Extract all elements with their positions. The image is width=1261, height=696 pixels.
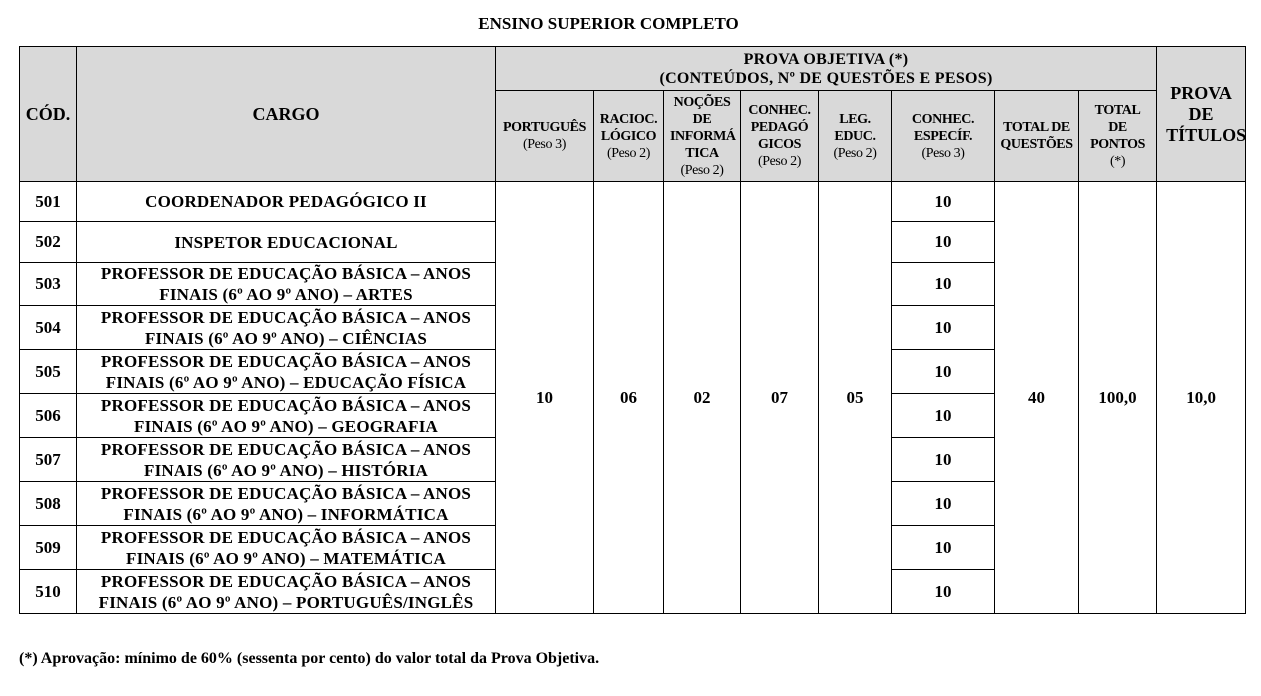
cargo-cell: COORDENADOR PEDAGÓGICO II: [77, 182, 496, 222]
header-legislacao-peso: (Peso 2): [833, 145, 877, 161]
header-portugues-label: PORTUGUÊS: [502, 120, 587, 135]
cod-cell: 501: [20, 182, 77, 222]
raciocinio-value: 06: [594, 182, 664, 614]
header-pedagogicos: [741, 91, 819, 182]
header-especificos-label: CONHEC. ESPECÍF.: [911, 111, 975, 144]
header-pedagogicos-label: CONHEC. PEDAGÓ GICOS: [748, 103, 811, 152]
cargo-line: PROFESSOR DE EDUCAÇÃO BÁSICA – ANOS: [100, 264, 472, 283]
header-total-pontos: [1079, 91, 1157, 182]
header-total-questoes-label: TOTAL DE QUESTÕES: [1000, 120, 1073, 152]
informatica-value: 02: [664, 182, 741, 614]
cod-cell: 509: [20, 526, 77, 570]
cargo-cell: INSPETOR EDUCACIONAL: [77, 222, 496, 263]
cod-cell: 506: [20, 394, 77, 438]
header-pedagogicos-peso: (Peso 2): [757, 154, 802, 169]
especificos-cell: 10: [892, 482, 995, 526]
especificos-cell: 10: [892, 182, 995, 222]
cod-cell: 508: [20, 482, 77, 526]
document-title: ENSINO SUPERIOR COMPLETO: [478, 14, 739, 33]
prova-titulos-value: 10,0: [1157, 182, 1246, 614]
exam-table: [19, 46, 1246, 614]
footnote: (*) Aprovação: mínimo de 60% (sessenta por cento) do valor total da Prova Objetiva.: [19, 650, 600, 667]
header-prova-titulos-label: PROVA DE TÍTULOS: [1166, 82, 1247, 145]
especificos-cell: 10: [892, 222, 995, 263]
cargo-line: PROFESSOR DE EDUCAÇÃO BÁSICA – ANOS: [100, 307, 472, 327]
especificos-cell: 10: [892, 306, 995, 350]
header-informatica-label: NOÇÕES DE INFORMÁ TICA: [670, 94, 736, 161]
cargo-line: FINAIS (6º AO 9º ANO) – ARTES: [159, 285, 413, 304]
cargo-line: PROFESSOR DE EDUCAÇÃO BÁSICA – ANOS: [100, 571, 472, 591]
cargo-line: FINAIS (6º AO 9º ANO) – CIÊNCIAS: [144, 328, 428, 348]
header-total-pontos-label: TOTAL DE PONTOS: [1090, 103, 1145, 152]
cod-cell: 507: [20, 438, 77, 482]
header-raciocinio-peso: (Peso 2): [606, 145, 651, 161]
header-total-questoes: [995, 91, 1079, 182]
cargo-line: PROFESSOR DE EDUCAÇÃO BÁSICA – ANOS: [100, 351, 472, 371]
cargo-line: FINAIS (6º AO 9º ANO) – PORTUGUÊS/INGLÊS: [98, 592, 474, 612]
header-informatica: [664, 91, 741, 182]
header-prova-titulos: [1157, 47, 1246, 182]
total-pontos-value: 100,0: [1079, 182, 1157, 614]
especificos-cell: 10: [892, 438, 995, 482]
cod-cell: 510: [20, 570, 77, 614]
cargo-line: PROFESSOR DE EDUCAÇÃO BÁSICA – ANOS: [100, 439, 472, 459]
cargo-line: FINAIS (6º AO 9º ANO) – HISTÓRIA: [144, 460, 428, 480]
cod-cell: 503: [20, 263, 77, 306]
header-legislacao: [819, 91, 892, 182]
header-raciocinio: [594, 91, 664, 182]
header-especificos-peso: (Peso 3): [921, 145, 965, 161]
header-prova-objetiva-subtitle: (CONTEÚDOS, Nº DE QUESTÕES E PESOS): [659, 69, 993, 87]
cargo-line: FINAIS (6º AO 9º ANO) – EDUCAÇÃO FÍSICA: [105, 372, 467, 392]
total-questoes-value: 40: [995, 182, 1079, 614]
header-especificos: [892, 91, 995, 182]
especificos-cell: 10: [892, 394, 995, 438]
cargo-cell: [77, 438, 496, 482]
cargo-line: PROFESSOR DE EDUCAÇÃO BÁSICA – ANOS: [100, 483, 472, 503]
header-prova-objetiva: [496, 47, 1157, 91]
cargo-cell: [77, 394, 496, 438]
header-total-pontos-note: (*): [1109, 154, 1126, 169]
header-portugues: [496, 91, 594, 182]
especificos-cell: 10: [892, 350, 995, 394]
header-legislacao-label: LEG. EDUC.: [834, 111, 876, 144]
cargo-line: FINAIS (6º AO 9º ANO) – MATEMÁTICA: [126, 548, 446, 568]
cargo-line: PROFESSOR DE EDUCAÇÃO BÁSICA – ANOS: [100, 395, 472, 415]
header-cod: CÓD.: [20, 47, 77, 182]
cargo-line: FINAIS (6º AO 9º ANO) – GEOGRAFIA: [133, 416, 438, 436]
header-informatica-peso: (Peso 2): [680, 162, 724, 178]
cargo-cell: [77, 350, 496, 394]
cod-cell: 505: [20, 350, 77, 394]
pedagogicos-value: 07: [741, 182, 819, 614]
cargo-cell: [77, 263, 496, 306]
cargo-cell: [77, 306, 496, 350]
especificos-cell: 10: [892, 263, 995, 306]
especificos-cell: 10: [892, 526, 995, 570]
legislacao-value: 05: [819, 182, 892, 614]
cargo-cell: [77, 526, 496, 570]
cargo-cell: [77, 570, 496, 614]
header-cargo: CARGO: [77, 47, 496, 182]
cargo-line: PROFESSOR DE EDUCAÇÃO BÁSICA – ANOS: [100, 527, 472, 547]
header-prova-objetiva-title: PROVA OBJETIVA (*): [743, 50, 909, 68]
cod-cell: 502: [20, 222, 77, 263]
table-row: [20, 182, 1246, 222]
portugues-value: 10: [496, 182, 594, 614]
header-raciocinio-label: RACIOC. LÓGICO: [599, 111, 658, 144]
especificos-cell: 10: [892, 570, 995, 614]
cargo-line: FINAIS (6º AO 9º ANO) – INFORMÁTICA: [123, 504, 449, 524]
header-portugues-peso: (Peso 3): [522, 137, 567, 152]
cargo-cell: [77, 482, 496, 526]
cod-cell: 504: [20, 306, 77, 350]
